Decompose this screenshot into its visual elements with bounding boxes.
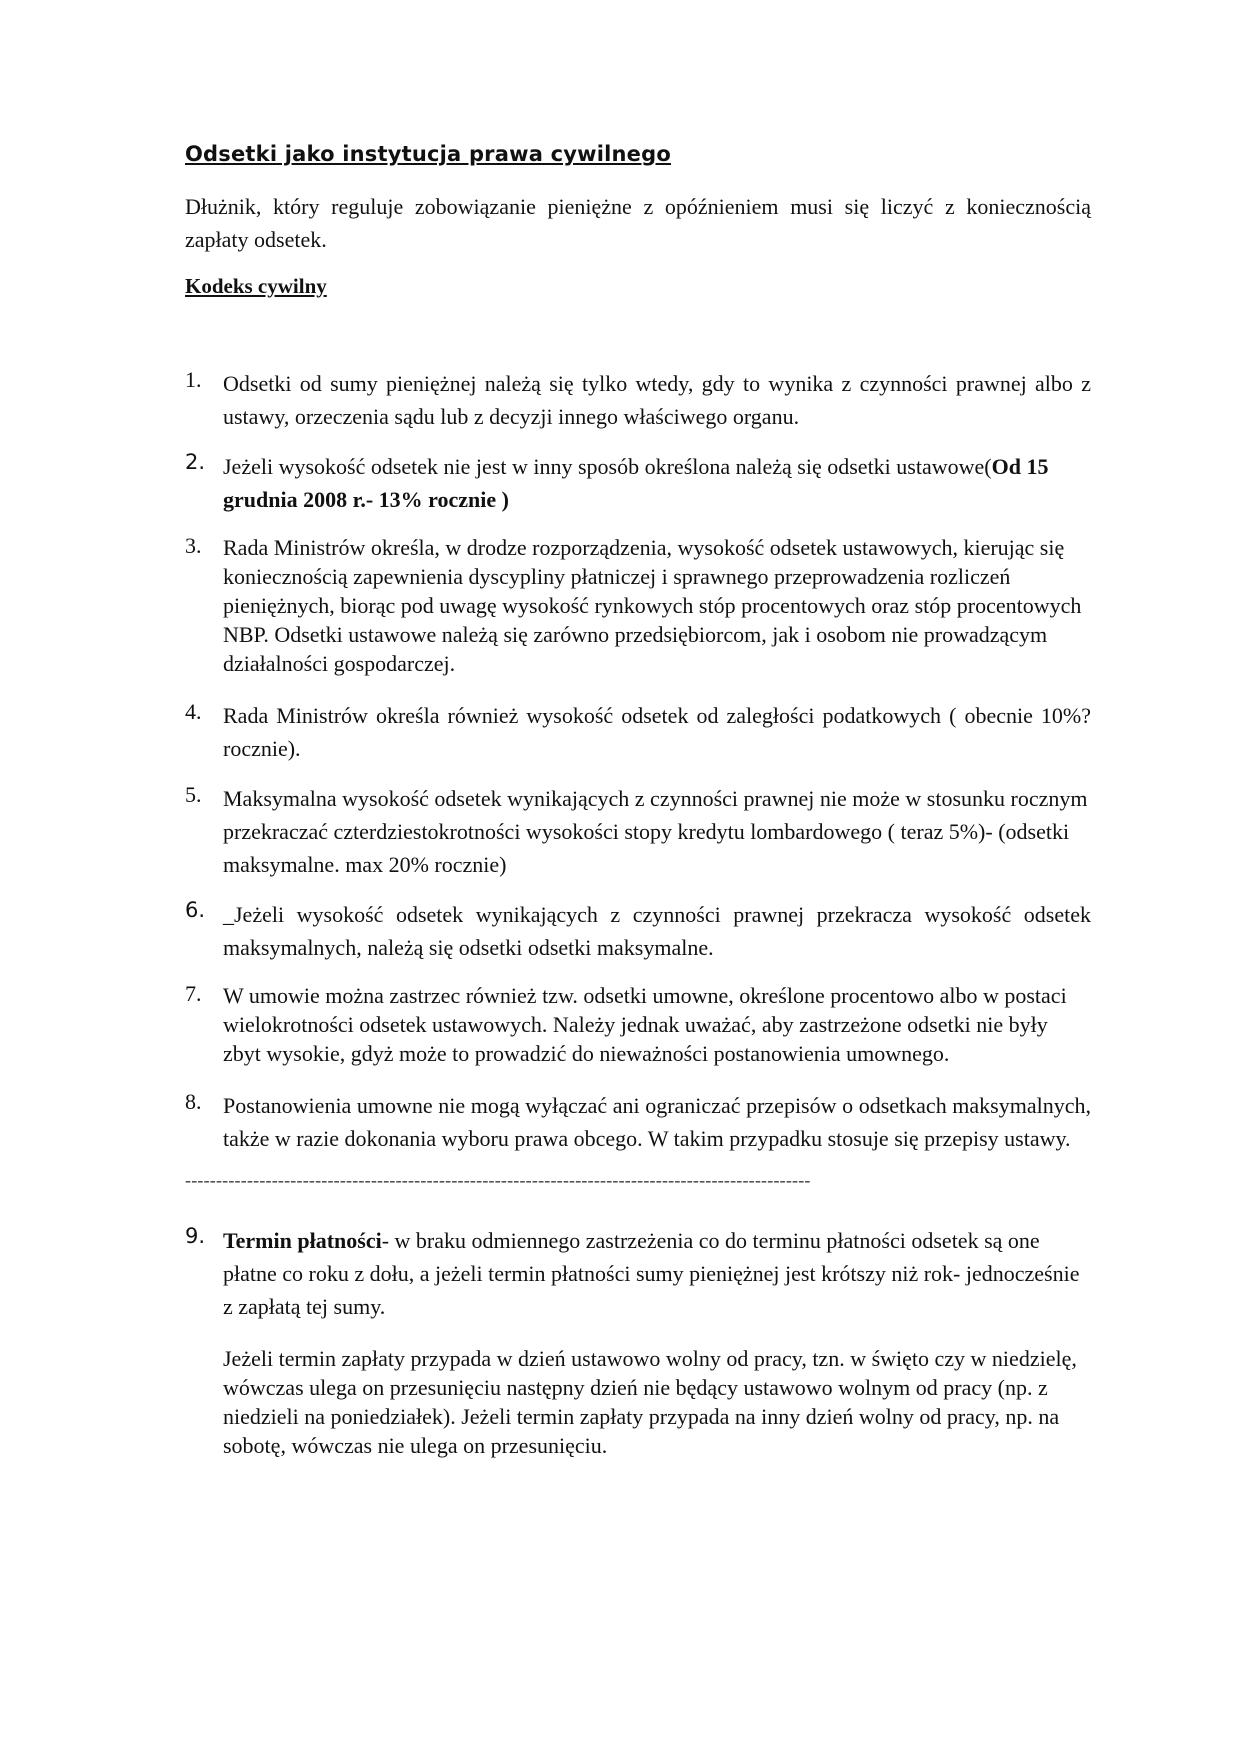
document-title: Odsetki jako instytucja prawa cywilnego [185, 142, 671, 166]
document-body [185, 142, 1091, 1460]
item-text-bold: Od 15 grudnia 2008 r.- 13% rocznie ) [223, 454, 1049, 512]
item-text: W umowie można zastrzec również tzw. odsetki umowne, określone procentowo albo w postaci wielokrotności odsetek ustawowych. Należy jednak uważać, aby zastrzeżone odsetki nie były zbyt wysokie, gdyż może to prowadzić do nieważności postanowienia umownego. [223, 983, 1067, 1066]
item-number: 9. [185, 1224, 206, 1248]
item-text [223, 450, 1091, 516]
list-item [185, 1089, 1091, 1155]
item-text: Rada Ministrów określa również wysokość odsetek od zaległości podatkowych ( obecnie 10%? rocznie). [223, 703, 1091, 761]
item-number: 6. [185, 898, 206, 922]
list-item [185, 533, 1091, 678]
item-text-regular: Jeżeli wysokość odsetek nie jest w inny sposób określona należą się odsetki ustawowe( [223, 454, 992, 479]
item-text [223, 1224, 1091, 1460]
item-text: Maksymalna wysokość odsetek wynikających z czynności prawnej nie może w stosunku rocznym przekraczać czterdziestokrotności wysokości stopy kredytu lombardowego ( teraz 5%)- (odsetki maksymalne. max 20% rocznie) [223, 786, 1088, 877]
item-number: 2. [185, 450, 206, 474]
item-number: 1. [185, 367, 202, 392]
item-text: Postanowienia umowne nie mogą wyłączać ani ograniczać przepisów o odsetkach maksymalnych, także w razie dokonania wyboru prawa obcego. W takim przypadku stosuje się przepisy ustawy. [223, 1093, 1091, 1151]
item-text: Odsetki od sumy pieniężnej należą się tylko wtedy, gdy to wynika z czynności prawnej albo z ustawy, orzeczenia sądu lub z decyzji innego właściwego organu. [223, 371, 1091, 429]
item-number: 4. [185, 699, 202, 724]
list-item [185, 699, 1091, 765]
list-item [185, 898, 1091, 964]
intro-paragraph: Dłużnik, który reguluje zobowiązanie pieniężne z opóźnieniem musi się liczyć z koniecznością zapłaty odsetek. [185, 194, 1091, 252]
item-number: 7. [185, 981, 202, 1006]
list-item [185, 981, 1091, 1068]
list-item [185, 450, 1091, 516]
item-number: 8. [185, 1089, 202, 1114]
numbered-list [185, 367, 1091, 1155]
item-number: 3. [185, 533, 202, 558]
item-text: Rada Ministrów określa, w drodze rozporządzenia, wysokość odsetek ustawowych, kierując się koniecznością zapewnienia dyscypliny płatniczej i sprawnego przeprowadzenia rozliczeń pieniężnych, biorąc pod uwagę wysokość rynkowych stóp procentowych oraz stóp procentowych NBP. Odsetki ustawowe należą się zarówno przedsiębiorcom, jak i osobom nie prowadzącym działalności gospodarczej. [223, 535, 1082, 676]
item-text: _Jeżeli wysokość odsetek wynikających z czynności prawnej przekracza wysokość odsetek maksymalnych, należą się odsetki odsetki maksymalne. [223, 902, 1091, 960]
item-text-regular: - w braku odmiennego zastrzeżenia co do terminu płatności odsetek są one płatne co roku z dołu, a jeżeli termin płatności sumy pieniężnej jest krótszy niż rok- jednocześnie z zapłatą tej sumy. [223, 1228, 1080, 1319]
item-text-bold: Termin płatności [223, 1228, 382, 1253]
list-item [185, 782, 1091, 881]
separator-line: ----------------------------------------------------------------------------------------------------- [185, 1170, 811, 1190]
section-heading: Kodeks cywilny [185, 274, 327, 298]
list-item-9 [185, 1224, 1091, 1460]
list-item [185, 367, 1091, 433]
item-number: 5. [185, 782, 202, 807]
item9-paragraph: Jeżeli termin zapłaty przypada w dzień ustawowo wolny od pracy, tzn. w święto czy w niedzielę, wówczas ulega on przesunięciu następny dzień nie będący ustawowo wolnym od pracy (np. z niedzieli na poniedziałek). Jeżeli termin zapłaty przypada na inny dzień wolny od pracy, np. na sobotę, wówczas nie ulega on przesunięciu. [223, 1346, 1077, 1458]
